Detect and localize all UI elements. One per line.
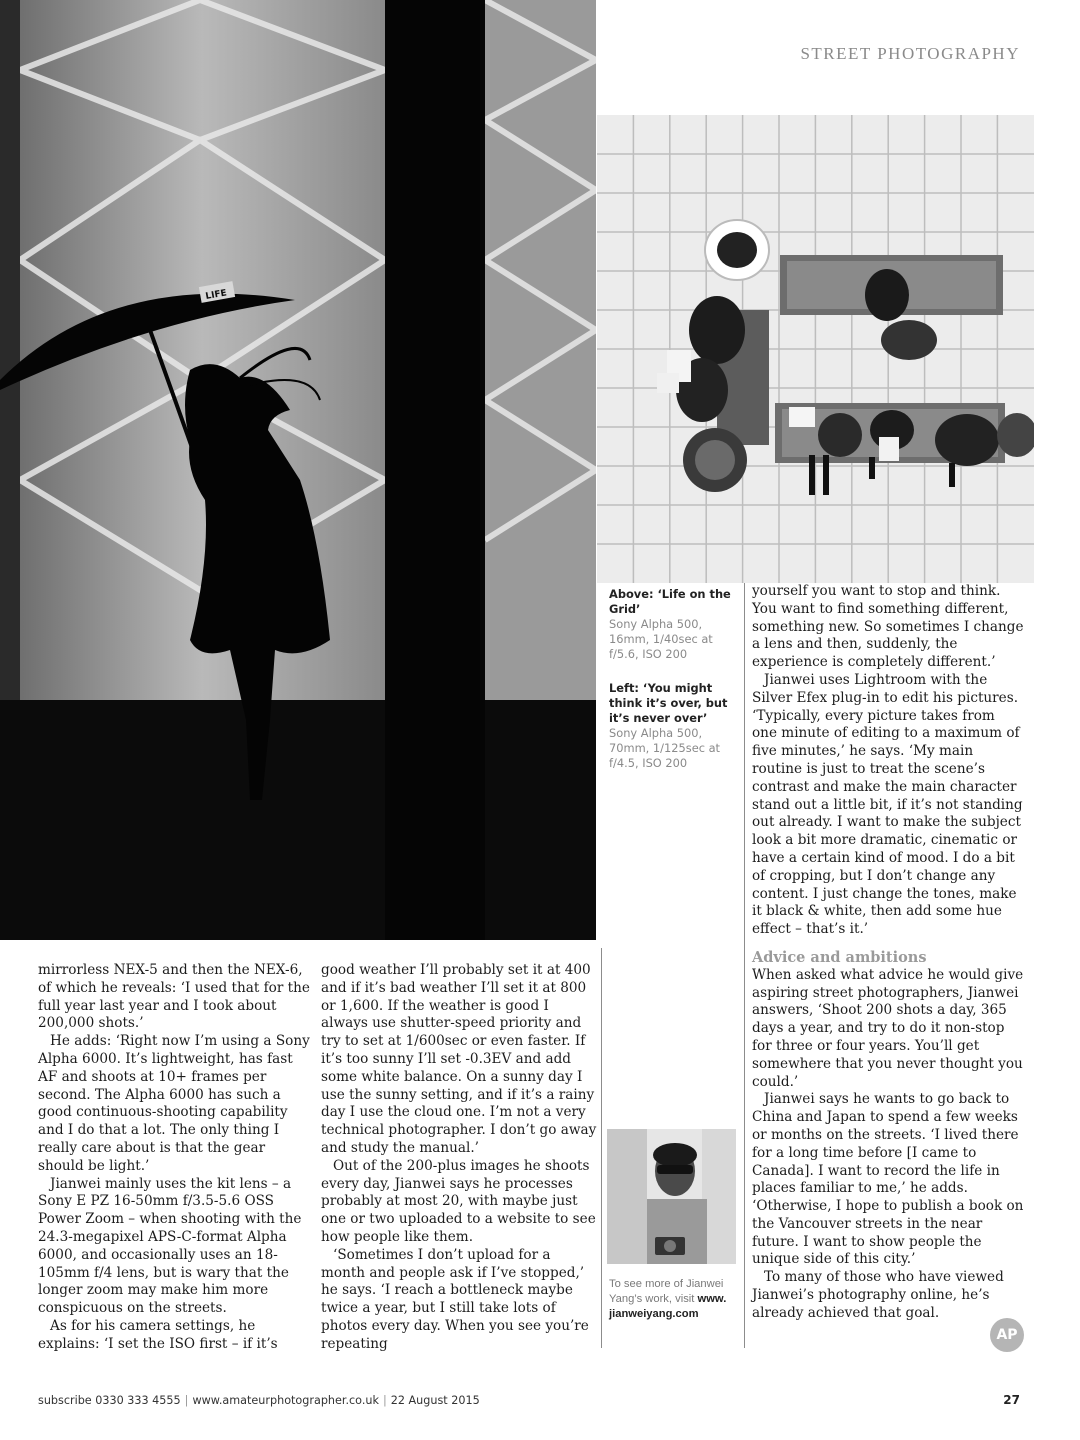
body-column-1 bbox=[38, 962, 310, 1354]
column-rule bbox=[744, 583, 745, 1348]
paragraph: Jianwei uses Lightroom with the Silver Efex plug-in to edit his pictures. ‘Typically, every picture takes from one minute of editing to a maximum of five minutes,’ he says. ‘My main routine is just to treat the scene’s contrast and make the main character stand out a little bit, if it’s not standing out already. I want to make the subject look a bit more dramatic, cinematic or have a certain kind of mood. I do a bit of cropping, but I don’t change any content. I just change the tones, make it black & white, then add some hue effect – that’s it.’ bbox=[752, 671, 1023, 938]
footer-date: 22 August 2015 bbox=[390, 1394, 480, 1407]
caption-left-title: Left: ‘You might think it’s over, but it’s never over’ bbox=[609, 681, 728, 725]
grid-photo-illustration bbox=[597, 115, 1034, 583]
portrait-caption-text: To see more of Jianwei Yang’s work, visit bbox=[609, 1278, 724, 1305]
caption-left-details: Sony Alpha 500, 70mm, 1/125sec at f/4.5, ISO 200 bbox=[609, 726, 721, 770]
body-column-2 bbox=[321, 962, 597, 1354]
caption-above-details: Sony Alpha 500, 16mm, 1/40sec at f/5.6, ISO 200 bbox=[609, 617, 713, 661]
column-rule bbox=[601, 948, 602, 1348]
paragraph: Jianwei mainly uses the kit lens – a Sony E PZ 16-50mm f/3.5-5.6 OSS Power Zoom – when shooting with the 24.3-megapixel APS-C-format Alpha 6000, and occasionally uses an 18-105mm f/4 lens, but is wary that the longer zoom may make him more conspicuous on the streets. bbox=[38, 1175, 302, 1317]
footer-subscribe: subscribe 0330 333 4555 bbox=[38, 1394, 181, 1407]
footer-website[interactable]: www.amateurphotographer.co.uk bbox=[192, 1394, 379, 1407]
ap-end-logo: AP bbox=[990, 1318, 1024, 1352]
section-title: STREET PHOTOGRAPHY bbox=[800, 44, 1020, 63]
paragraph: To many of those who have viewed Jianwei’s photography online, he’s already achieved that goal. bbox=[752, 1269, 1004, 1321]
main-photo-illustration bbox=[0, 0, 596, 940]
subheading: Advice and ambitions bbox=[752, 948, 927, 966]
caption-left bbox=[609, 681, 739, 771]
paragraph: ‘Sometimes I don’t upload for a month and people ask if I’ve stopped,’ he says. ‘I reach a bottleneck maybe twice a year, but I still take lots of photos every day. When you see you’re repeating bbox=[321, 1246, 589, 1352]
paragraph: As for his camera settings, he explains: ‘I set the ISO first – if it’s bbox=[38, 1317, 278, 1352]
grid-photo bbox=[597, 115, 1034, 583]
page-number: 27 bbox=[1003, 1393, 1020, 1407]
paragraph: yourself you want to stop and think. You want to find something different, something new. So sometimes I change a lens and then, suddenly, the experience is completely different.’ bbox=[752, 583, 1024, 671]
footer: subscribe 0330 333 4555 | www.amateurphotographer.co.uk | 22 August 2015 bbox=[38, 1394, 480, 1407]
body-column-3 bbox=[752, 583, 1024, 1323]
paragraph: When asked what advice he would give aspiring street photographers, Jianwei answers, ‘Shoot 200 shots a day, 365 days a year, and try to do it non-stop for three or four years. You’ll get somewhere that you never thought you could.’ bbox=[752, 966, 1024, 1090]
paragraph: mirrorless NEX-5 and then the NEX-6, of which he reveals: ‘I used that for the full year last year and I took about 200,000 shots.’ bbox=[38, 962, 310, 1032]
portrait-caption-url[interactable]: www. jianweiyang.com bbox=[609, 1293, 727, 1320]
portrait-photo bbox=[607, 1129, 736, 1264]
umbrella-sign-text: LIFE bbox=[204, 288, 228, 302]
caption-above bbox=[609, 587, 739, 662]
paragraph: Jianwei says he wants to go back to China and Japan to spend a few weeks or months on the streets. ‘I lived there for a long time before [I came to Canada]. I want to record the life in places familiar to me,’ he adds. ‘Otherwise, I hope to publish a book on the Vancouver streets in the near future. I want to show people the unique side of this city.’ bbox=[752, 1091, 1024, 1268]
main-photo bbox=[0, 0, 596, 940]
paragraph: He adds: ‘Right now I’m using a Sony Alpha 6000. It’s lightweight, has fast AF and shoots at 10+ frames per second. The Alpha 6000 has such a good continuous-shooting capability and I do that a lot. The only thing I really care about is that the gear should be light.’ bbox=[38, 1033, 310, 1174]
portrait-illustration bbox=[607, 1129, 736, 1264]
caption-above-title: Above: ‘Life on the Grid’ bbox=[609, 587, 731, 616]
paragraph: good weather I’ll probably set it at 400 and if it’s bad weather I’ll set it at 800 or 1,600. If the weather is good I always use shutter-speed priority and try to set at 1/600sec or even faster. If it’s too sunny I’ll set -0.3EV and add some white balance. On a sunny day I use the sunny setting, and if it’s a rainy day I use the cloud one. I’m not a very technical photographer. I don’t go away and study the manual.’ bbox=[321, 962, 597, 1156]
paragraph: Out of the 200-plus images he shoots every day, Jianwei says he processes probably at most 20, with maybe just one or two uploaded to a website to see how people like them. bbox=[321, 1157, 596, 1245]
portrait-caption bbox=[609, 1277, 739, 1322]
